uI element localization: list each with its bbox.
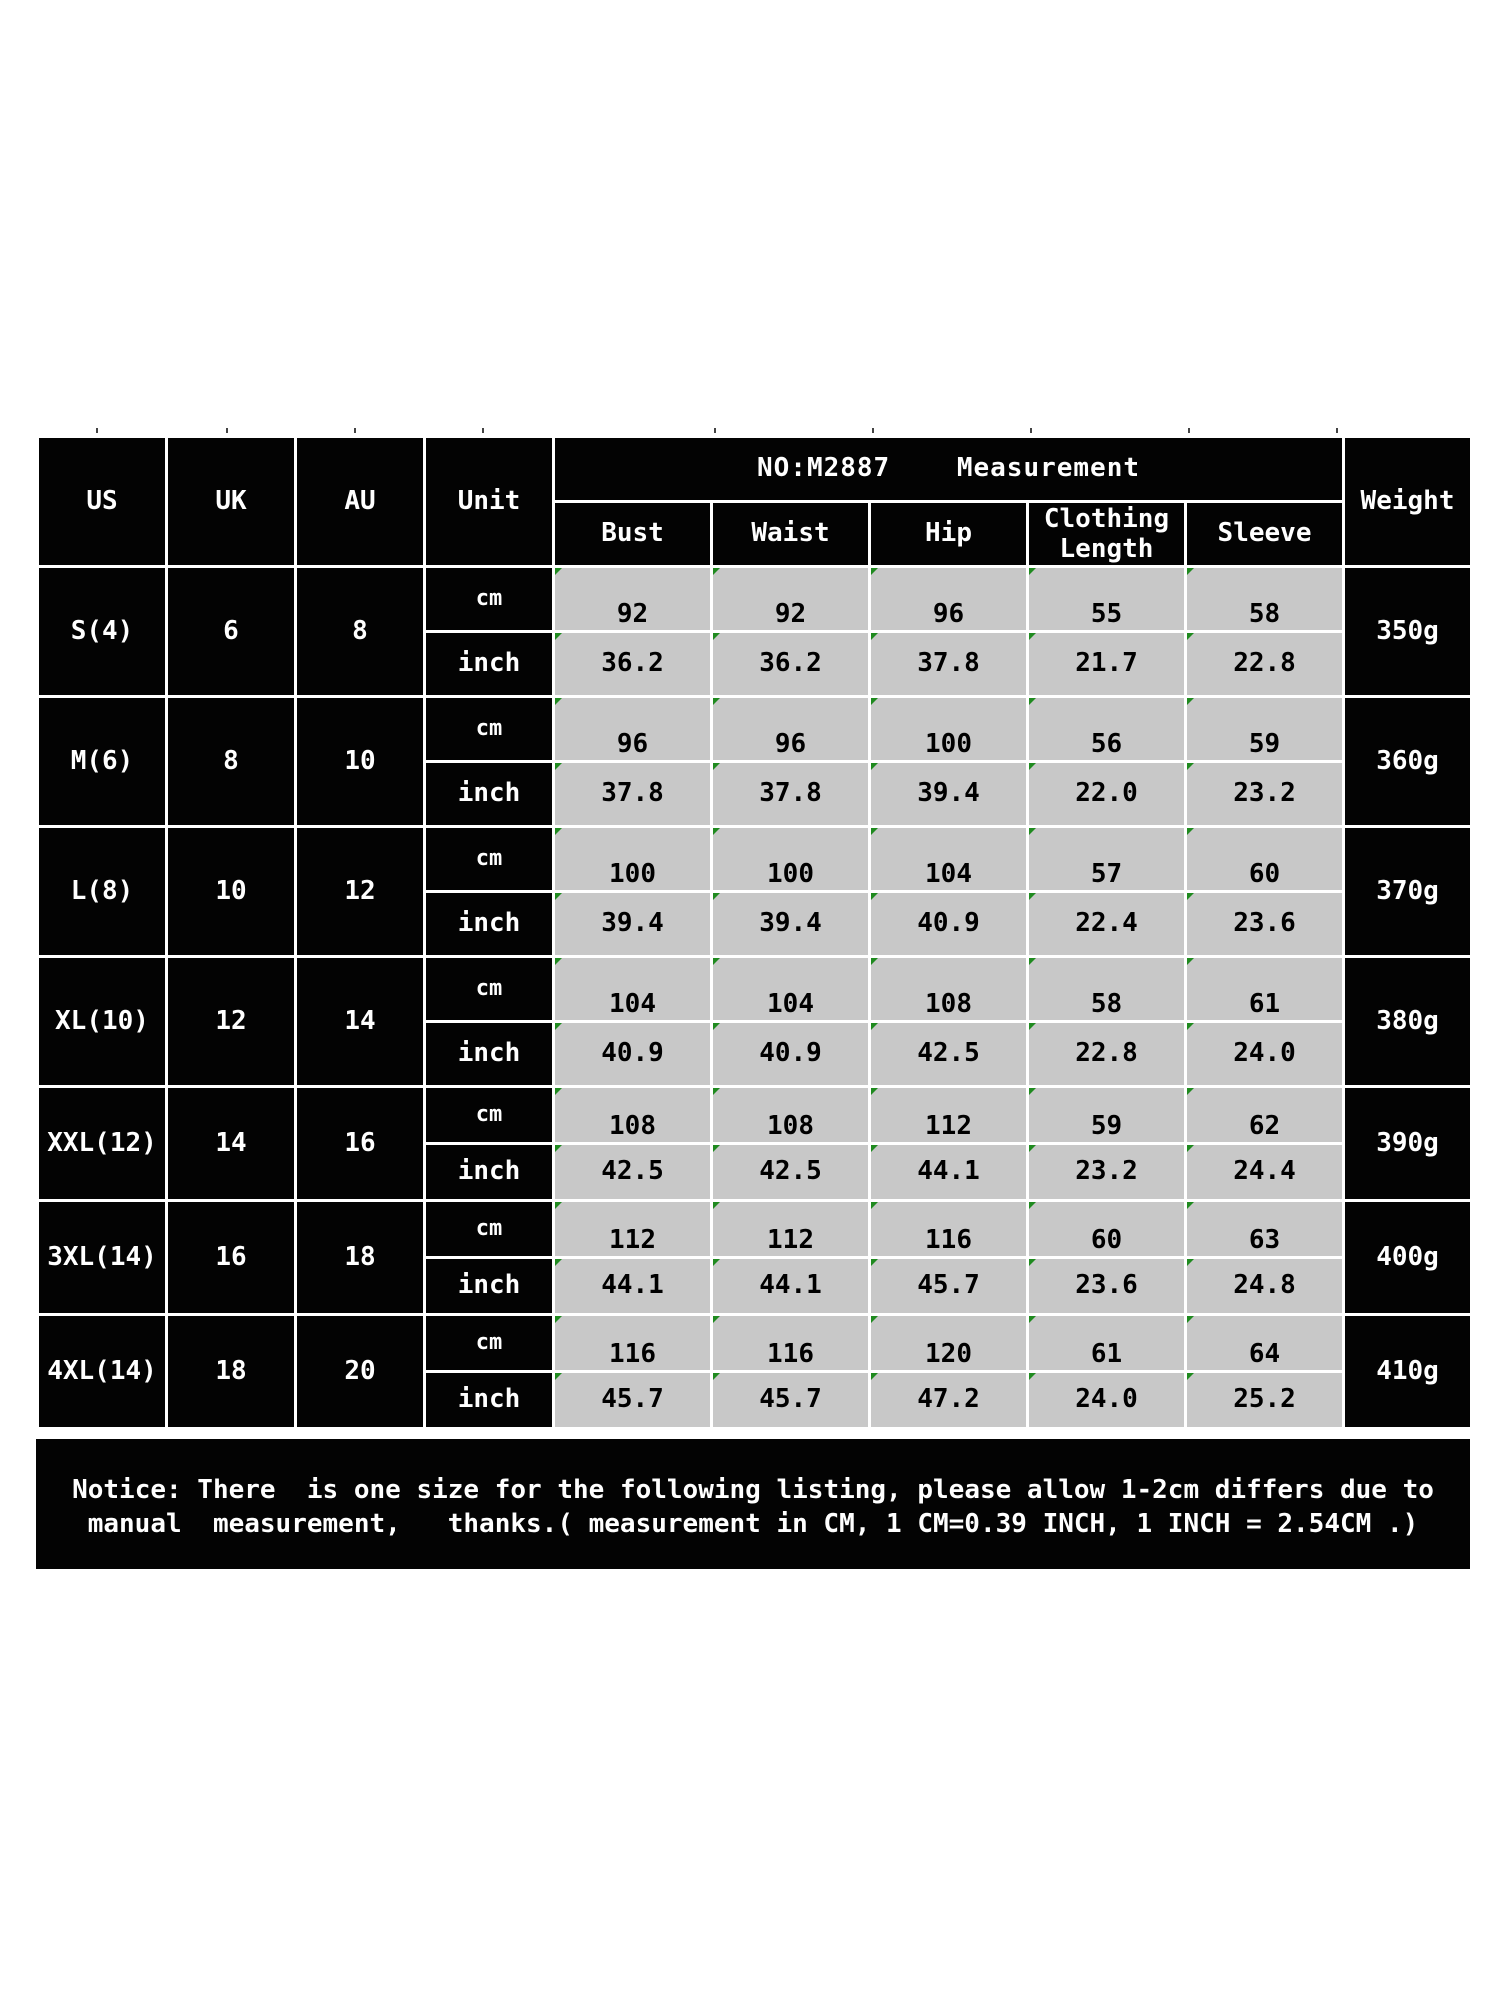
au-size-cell: 20 bbox=[297, 1316, 423, 1427]
clothing-length-inch-cell: 22.4 bbox=[1029, 893, 1184, 955]
us-size-cell: XXL(12) bbox=[39, 1088, 165, 1199]
weight-cell: 410g bbox=[1345, 1316, 1470, 1427]
uk-size-cell: 12 bbox=[168, 958, 294, 1085]
table-row bbox=[39, 698, 1470, 760]
hip-cm-cell: 108 bbox=[871, 958, 1026, 1020]
table-row bbox=[39, 1316, 1470, 1370]
notice-line-2: manual measurement, thanks.( measurement in CM, 1 CM=0.39 INCH, 1 INCH = 2.54CM .) bbox=[87, 1509, 1419, 1539]
sleeve-cm-cell: 62 bbox=[1187, 1088, 1342, 1142]
waist-inch-cell: 39.4 bbox=[713, 893, 868, 955]
unit-cm-cell: cm bbox=[426, 828, 552, 890]
sleeve-inch-cell: 23.6 bbox=[1187, 893, 1342, 955]
top-edge-ticks bbox=[36, 428, 1470, 434]
sleeve-inch-cell: 24.8 bbox=[1187, 1259, 1342, 1313]
hip-cm-cell: 116 bbox=[871, 1202, 1026, 1256]
weight-cell: 390g bbox=[1345, 1088, 1470, 1199]
header-waist: Waist bbox=[713, 503, 868, 565]
clothing-length-cm-cell: 60 bbox=[1029, 1202, 1184, 1256]
bust-cm-cell: 104 bbox=[555, 958, 710, 1020]
sleeve-inch-cell: 24.4 bbox=[1187, 1145, 1342, 1199]
header-uk: UK bbox=[168, 438, 294, 565]
us-size-cell: 4XL(14) bbox=[39, 1316, 165, 1427]
hip-inch-cell: 40.9 bbox=[871, 893, 1026, 955]
table-row bbox=[39, 568, 1470, 630]
table-row bbox=[39, 1202, 1470, 1256]
header-sleeve: Sleeve bbox=[1187, 503, 1342, 565]
size-chart-table bbox=[36, 435, 1473, 1430]
bust-inch-cell: 37.8 bbox=[555, 763, 710, 825]
uk-size-cell: 14 bbox=[168, 1088, 294, 1199]
sleeve-cm-cell: 59 bbox=[1187, 698, 1342, 760]
au-size-cell: 14 bbox=[297, 958, 423, 1085]
unit-inch-cell: inch bbox=[426, 633, 552, 695]
bust-cm-cell: 100 bbox=[555, 828, 710, 890]
unit-inch-cell: inch bbox=[426, 1023, 552, 1085]
uk-size-cell: 18 bbox=[168, 1316, 294, 1427]
unit-inch-cell: inch bbox=[426, 893, 552, 955]
au-size-cell: 18 bbox=[297, 1202, 423, 1313]
size-rows bbox=[39, 568, 1470, 1427]
unit-inch-cell: inch bbox=[426, 1373, 552, 1427]
waist-cm-cell: 96 bbox=[713, 698, 868, 760]
unit-inch-cell: inch bbox=[426, 763, 552, 825]
clothing-length-cm-cell: 57 bbox=[1029, 828, 1184, 890]
bust-cm-cell: 108 bbox=[555, 1088, 710, 1142]
notice-line-1: Notice: There is one size for the following listing, please allow 1-2cm differs due to bbox=[72, 1475, 1434, 1505]
hip-cm-cell: 104 bbox=[871, 828, 1026, 890]
uk-size-cell: 6 bbox=[168, 568, 294, 695]
unit-cm-cell: cm bbox=[426, 568, 552, 630]
weight-cell: 400g bbox=[1345, 1202, 1470, 1313]
sleeve-cm-cell: 63 bbox=[1187, 1202, 1342, 1256]
unit-cm-cell: cm bbox=[426, 1088, 552, 1142]
hip-inch-cell: 44.1 bbox=[871, 1145, 1026, 1199]
header-us: US bbox=[39, 438, 165, 565]
hip-inch-cell: 39.4 bbox=[871, 763, 1026, 825]
uk-size-cell: 16 bbox=[168, 1202, 294, 1313]
waist-inch-cell: 45.7 bbox=[713, 1373, 868, 1427]
unit-cm-cell: cm bbox=[426, 1316, 552, 1370]
waist-cm-cell: 112 bbox=[713, 1202, 868, 1256]
us-size-cell: XL(10) bbox=[39, 958, 165, 1085]
hip-inch-cell: 42.5 bbox=[871, 1023, 1026, 1085]
unit-inch-cell: inch bbox=[426, 1259, 552, 1313]
au-size-cell: 12 bbox=[297, 828, 423, 955]
clothing-length-inch-cell: 22.8 bbox=[1029, 1023, 1184, 1085]
uk-size-cell: 8 bbox=[168, 698, 294, 825]
bust-inch-cell: 40.9 bbox=[555, 1023, 710, 1085]
au-size-cell: 8 bbox=[297, 568, 423, 695]
waist-inch-cell: 37.8 bbox=[713, 763, 868, 825]
waist-cm-cell: 104 bbox=[713, 958, 868, 1020]
clothing-length-inch-cell: 23.2 bbox=[1029, 1145, 1184, 1199]
weight-cell: 360g bbox=[1345, 698, 1470, 825]
waist-cm-cell: 108 bbox=[713, 1088, 868, 1142]
waist-inch-cell: 42.5 bbox=[713, 1145, 868, 1199]
us-size-cell: S(4) bbox=[39, 568, 165, 695]
bust-cm-cell: 112 bbox=[555, 1202, 710, 1256]
hip-cm-cell: 112 bbox=[871, 1088, 1026, 1142]
hip-cm-cell: 120 bbox=[871, 1316, 1026, 1370]
sleeve-inch-cell: 25.2 bbox=[1187, 1373, 1342, 1427]
sleeve-cm-cell: 58 bbox=[1187, 568, 1342, 630]
weight-cell: 350g bbox=[1345, 568, 1470, 695]
clothing-length-inch-cell: 22.0 bbox=[1029, 763, 1184, 825]
clothing-length-inch-cell: 24.0 bbox=[1029, 1373, 1184, 1427]
weight-cell: 370g bbox=[1345, 828, 1470, 955]
sleeve-cm-cell: 60 bbox=[1187, 828, 1342, 890]
header-weight: Weight bbox=[1345, 438, 1470, 565]
sleeve-inch-cell: 24.0 bbox=[1187, 1023, 1342, 1085]
measurement-title: NO:M2887 Measurement bbox=[555, 438, 1342, 500]
us-size-cell: 3XL(14) bbox=[39, 1202, 165, 1313]
waist-cm-cell: 92 bbox=[713, 568, 868, 630]
header-clothing-length: Clothing Length bbox=[1029, 503, 1184, 565]
unit-inch-cell: inch bbox=[426, 1145, 552, 1199]
weight-cell: 380g bbox=[1345, 958, 1470, 1085]
bust-inch-cell: 42.5 bbox=[555, 1145, 710, 1199]
au-size-cell: 10 bbox=[297, 698, 423, 825]
table-row bbox=[39, 828, 1470, 890]
bust-cm-cell: 96 bbox=[555, 698, 710, 760]
header-bust: Bust bbox=[555, 503, 710, 565]
header-au: AU bbox=[297, 438, 423, 565]
bust-cm-cell: 116 bbox=[555, 1316, 710, 1370]
au-size-cell: 16 bbox=[297, 1088, 423, 1199]
notice-box bbox=[36, 1439, 1470, 1569]
sleeve-cm-cell: 64 bbox=[1187, 1316, 1342, 1370]
unit-cm-cell: cm bbox=[426, 1202, 552, 1256]
bust-inch-cell: 36.2 bbox=[555, 633, 710, 695]
bust-cm-cell: 92 bbox=[555, 568, 710, 630]
waist-inch-cell: 36.2 bbox=[713, 633, 868, 695]
clothing-length-inch-cell: 21.7 bbox=[1029, 633, 1184, 695]
hip-inch-cell: 47.2 bbox=[871, 1373, 1026, 1427]
hip-cm-cell: 96 bbox=[871, 568, 1026, 630]
clothing-length-inch-cell: 23.6 bbox=[1029, 1259, 1184, 1313]
table-row bbox=[39, 1088, 1470, 1142]
unit-cm-cell: cm bbox=[426, 958, 552, 1020]
waist-cm-cell: 116 bbox=[713, 1316, 868, 1370]
clothing-length-cm-cell: 58 bbox=[1029, 958, 1184, 1020]
clothing-length-cm-cell: 61 bbox=[1029, 1316, 1184, 1370]
header-hip: Hip bbox=[871, 503, 1026, 565]
sleeve-inch-cell: 22.8 bbox=[1187, 633, 1342, 695]
hip-cm-cell: 100 bbox=[871, 698, 1026, 760]
table-row bbox=[39, 958, 1470, 1020]
us-size-cell: M(6) bbox=[39, 698, 165, 825]
bust-inch-cell: 44.1 bbox=[555, 1259, 710, 1313]
clothing-length-cm-cell: 56 bbox=[1029, 698, 1184, 760]
header-unit: Unit bbox=[426, 438, 552, 565]
bust-inch-cell: 39.4 bbox=[555, 893, 710, 955]
hip-inch-cell: 45.7 bbox=[871, 1259, 1026, 1313]
us-size-cell: L(8) bbox=[39, 828, 165, 955]
clothing-length-cm-cell: 59 bbox=[1029, 1088, 1184, 1142]
uk-size-cell: 10 bbox=[168, 828, 294, 955]
bust-inch-cell: 45.7 bbox=[555, 1373, 710, 1427]
sleeve-cm-cell: 61 bbox=[1187, 958, 1342, 1020]
waist-cm-cell: 100 bbox=[713, 828, 868, 890]
clothing-length-cm-cell: 55 bbox=[1029, 568, 1184, 630]
hip-inch-cell: 37.8 bbox=[871, 633, 1026, 695]
sleeve-inch-cell: 23.2 bbox=[1187, 763, 1342, 825]
unit-cm-cell: cm bbox=[426, 698, 552, 760]
waist-inch-cell: 44.1 bbox=[713, 1259, 868, 1313]
waist-inch-cell: 40.9 bbox=[713, 1023, 868, 1085]
